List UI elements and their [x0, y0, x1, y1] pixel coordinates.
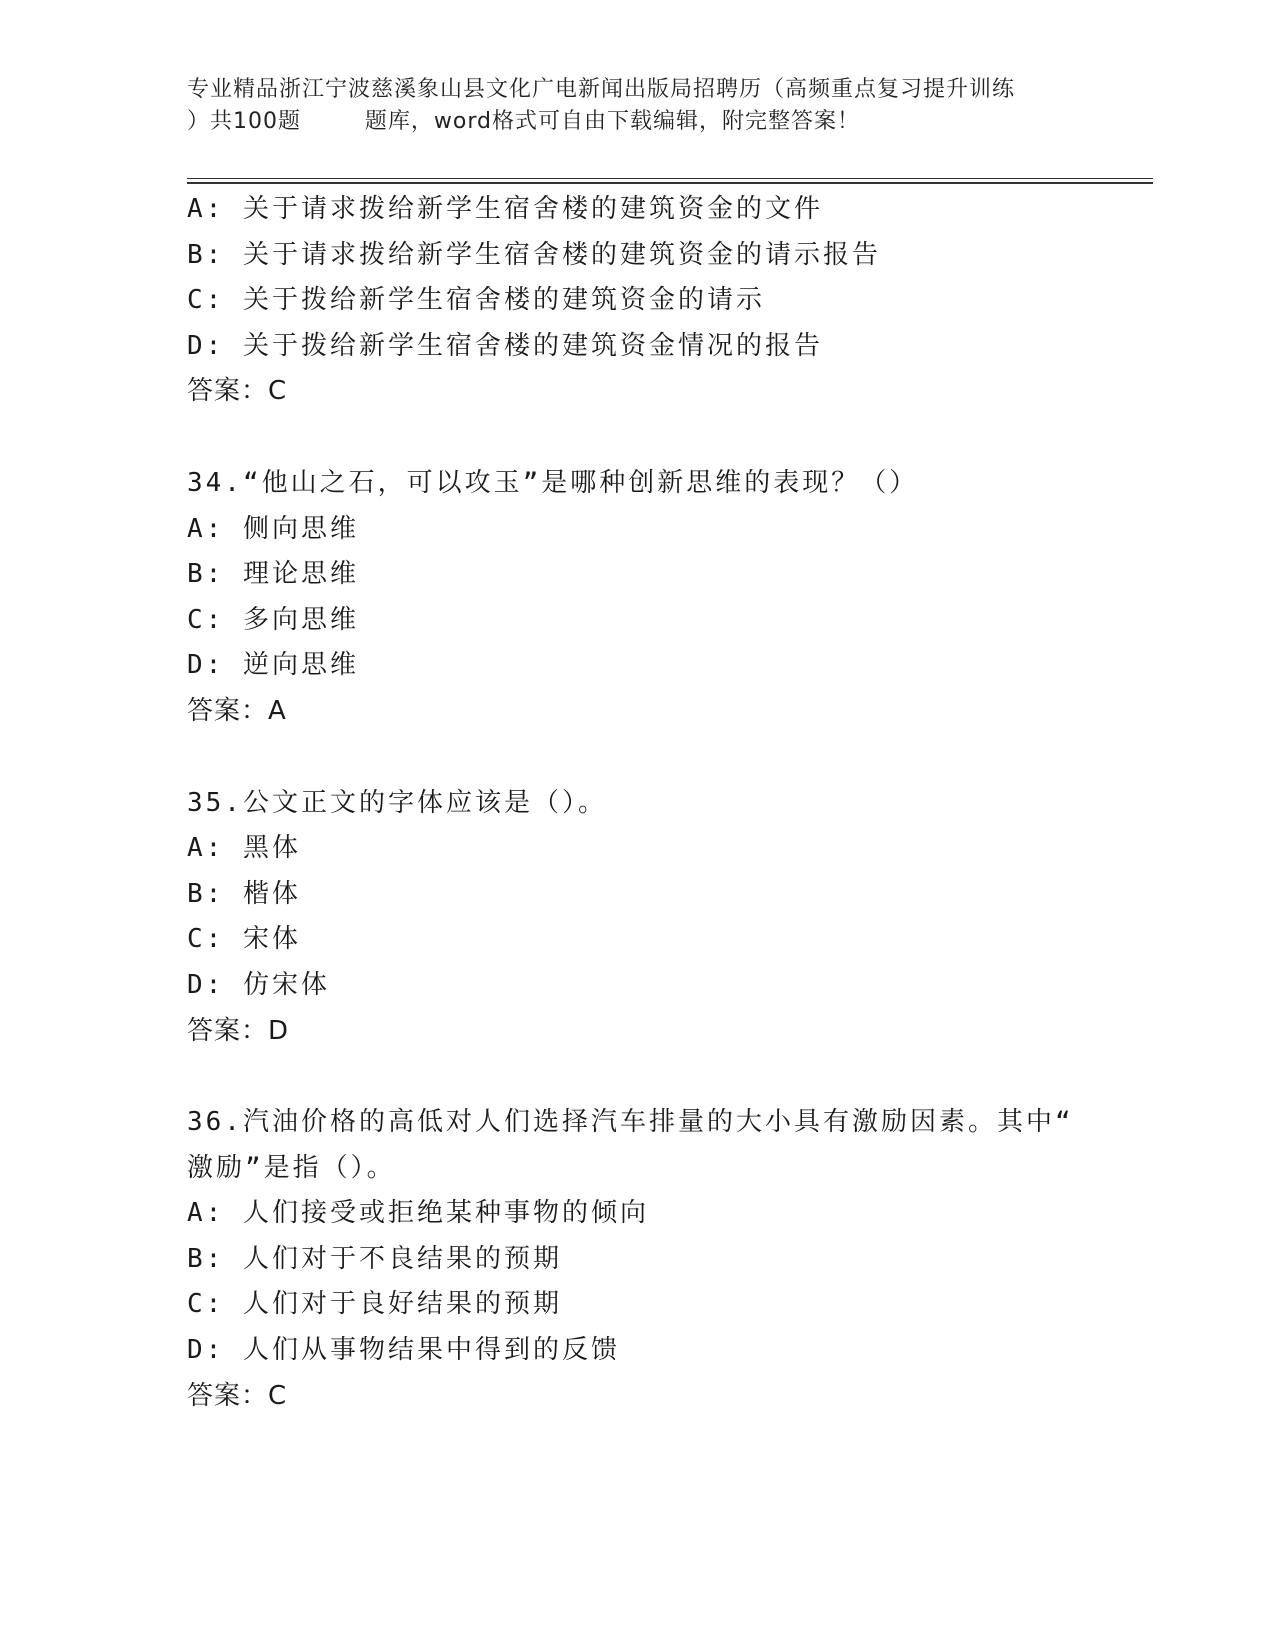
q34-option-d: D: 逆向思维 [187, 650, 359, 681]
question-content [187, 187, 1153, 1419]
q35-option-d: D: 仿宋体 [187, 969, 330, 1000]
q33-option-d: D: 关于拨给新学生宿舍楼的建筑资金情况的报告 [187, 330, 823, 361]
q33-answer: 答案：C [187, 376, 288, 407]
q36-question-line-2: 激励”是指（）。 [187, 1152, 396, 1183]
q34-answer: 答案：A [187, 695, 287, 726]
q36-option-a: A: 人们接受或拒绝某种事物的倾向 [187, 1198, 649, 1229]
q34-option-b: B: 理论思维 [187, 559, 359, 590]
q34-option-c: C: 多向思维 [187, 604, 359, 635]
spacer [187, 415, 1153, 461]
header-line-1: 专业精品浙江宁波慈溪象山县文化广电新闻出版局招聘历（高频重点复习提升训练 [187, 77, 1016, 102]
q34-option-a: A: 侧向思维 [187, 513, 359, 544]
q33-option-a: A: 关于请求拨给新学生宿舍楼的建筑资金的文件 [187, 194, 823, 224]
q35-option-b: B: 楷体 [187, 878, 301, 909]
header-rule-thick [187, 182, 1153, 184]
q36-option-c: C: 人们对于良好结果的预期 [187, 1289, 562, 1320]
header-line-2: ）共100题 题库，word格式可自由下载编辑，附完整答案！ [187, 109, 861, 134]
q35-answer: 答案：D [187, 1015, 290, 1046]
q33-option-b: B: 关于请求拨给新学生宿舍楼的建筑资金的请示报告 [187, 239, 881, 270]
q35-option-a: A: 黑体 [187, 833, 301, 864]
q33-option-c: C: 关于拨给新学生宿舍楼的建筑资金的请示 [187, 285, 765, 316]
q36-question-line-1: 36.汽油价格的高低对人们选择汽车排量的大小具有激励因素。其中“ [187, 1107, 1074, 1138]
q34-question: 34.“他山之石，可以攻玉”是哪种创新思维的表现？（） [187, 467, 919, 498]
spacer [187, 735, 1153, 781]
q36-option-b: B: 人们对于不良结果的预期 [187, 1243, 562, 1274]
document-header [187, 74, 1087, 138]
spacer [187, 1054, 1153, 1100]
q35-option-c: C: 宋体 [187, 924, 301, 955]
q35-question: 35.公文正文的字体应该是（）。 [187, 787, 607, 818]
header-rule-thin [187, 178, 1153, 179]
q36-option-d: D: 人们从事物结果中得到的反馈 [187, 1335, 620, 1366]
q36-answer: 答案：C [187, 1380, 288, 1411]
